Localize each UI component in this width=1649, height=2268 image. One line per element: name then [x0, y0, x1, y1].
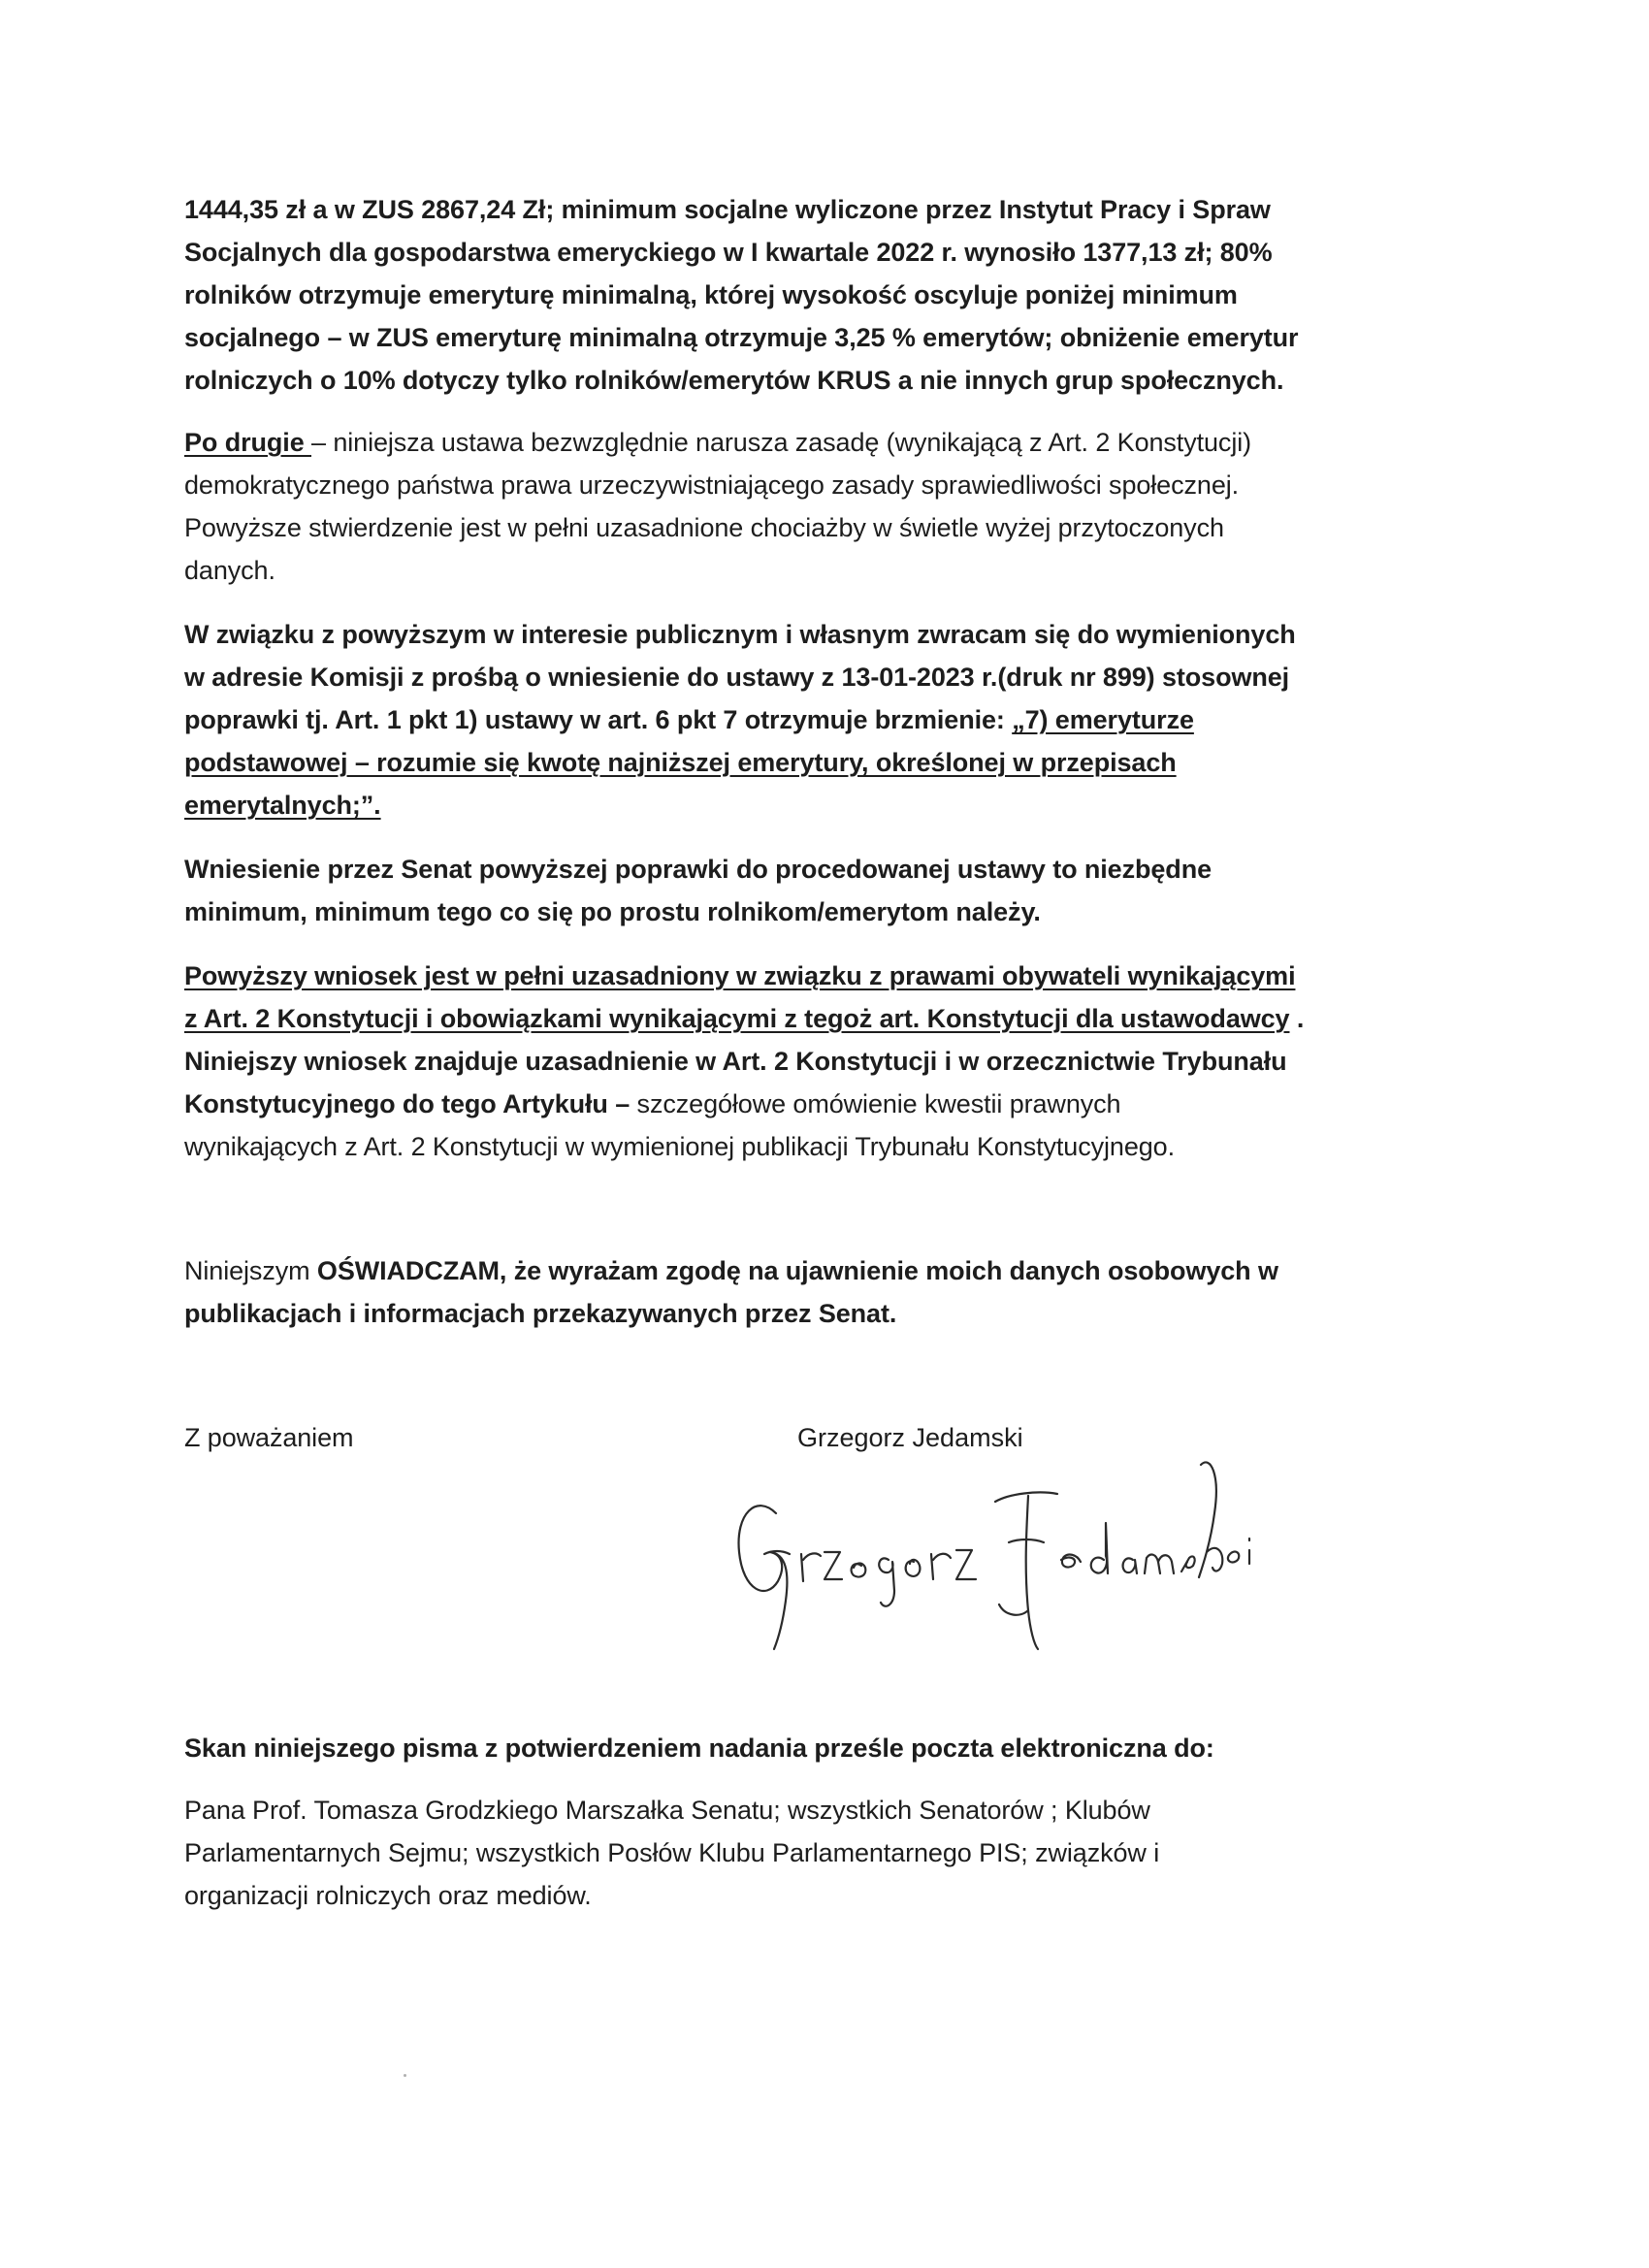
para4-line-1: Wniesienie przez Senat powyższej poprawki do procedowanej ustawy to niezbędne — [184, 855, 1212, 884]
para5-line-2-rest: . — [1289, 1004, 1305, 1033]
para3-line-3 — [184, 700, 1194, 739]
para3-line-3-quote: „7) emeryturze — [1012, 705, 1194, 734]
declaration-line-2: publikacjach i informacjach przekazywanych przez Senat. — [184, 1299, 897, 1328]
handwritten-signature — [718, 1445, 1319, 1659]
para3-line-5: emerytalnych;”. — [184, 791, 381, 820]
para5-line-2-underlined: z Art. 2 Konstytucji i obowiązkami wynikającymi z tegoż art. Konstytucji dla ustawodawcy — [184, 1004, 1290, 1033]
para1-line-2: Socjalnych dla gospodarstwa emeryckiego w I kwartale 2022 r. wynosiło 1377,13 zł; 80% — [184, 238, 1273, 267]
para3-line-1: W związku z powyższym w interesie publicznym i własnym zwracam się do wymienionych — [184, 620, 1296, 649]
para5-line-3: Niniejszy wniosek znajduje uzasadnienie w Art. 2 Konstytucji i w orzecznictwie Trybunału — [184, 1047, 1287, 1076]
para3-line-3-text: poprawki tj. Art. 1 pkt 1) ustawy w art. 6 pkt 7 otrzymuje brzmienie: — [184, 705, 1013, 734]
declaration-statement: OŚWIADCZAM, że wyrażam zgodę na ujawnienie moich danych osobowych w — [316, 1256, 1278, 1285]
declaration-line-1 — [184, 1251, 1278, 1290]
para2-line-3: Powyższe stwierdzenie jest w pełni uzasadnione chociażby w świetle wyżej przytoczonych — [184, 513, 1224, 542]
scan-note-heading: Skan niniejszego pisma z potwierdzeniem nadania prześle poczta elektroniczna do: — [184, 1733, 1214, 1763]
scan-note-line-3: organizacji rolniczych oraz mediów. — [184, 1881, 592, 1910]
para2-line-1 — [184, 423, 1251, 462]
para3-line-4: podstawowej – rozumie się kwotę najniższej emerytury, określonej w przepisach — [184, 748, 1177, 777]
para5-line-5: wynikających z Art. 2 Konstytucji w wymienionej publikacji Trybunału Konstytucyjnego. — [184, 1132, 1175, 1161]
scan-note-line-1: Pana Prof. Tomasza Grodzkiego Marszałka Senatu; wszystkich Senatorów ; Klubów — [184, 1796, 1150, 1825]
para4-line-2: minimum, minimum tego co się po prostu rolnikom/emerytom należy. — [184, 897, 1041, 926]
para2-lead: Po drugie — [184, 428, 312, 457]
para5-line-2 — [184, 999, 1304, 1038]
para5-line-4 — [184, 1085, 1120, 1123]
signer-name: Grzegorz Jedamski — [797, 1423, 1023, 1452]
para1-line-4: socjalnego – w ZUS emeryturę minimalną otrzymuje 3,25 % emerytów; obniżenie emerytur — [184, 323, 1299, 352]
para2-line-2: demokratycznego państwa prawa urzeczywistniającego zasady sprawiedliwości społecznej. — [184, 470, 1240, 500]
closing-greeting: Z poważaniem — [184, 1423, 354, 1452]
para5-line-1: Powyższy wniosek jest w pełni uzasadniony w związku z prawami obywateli wynikającymi — [184, 961, 1296, 990]
para2-line-4: danych. — [184, 556, 275, 585]
para5-line-4-bold: Konstytucyjnego do tego Artykułu – — [184, 1089, 637, 1118]
scan-speck — [404, 2074, 406, 2077]
para1-line-5: rolniczych o 10% dotyczy tylko rolników/emerytów KRUS a nie innych grup społecznych. — [184, 366, 1284, 395]
para5-line-4-rest: szczegółowe omówienie kwestii prawnych — [636, 1089, 1121, 1118]
para1-line-1: 1444,35 zł a w ZUS 2867,24 Zł; minimum socjalne wyliczone przez Instytut Pracy i Spraw — [184, 195, 1271, 224]
declaration-lead: Niniejszym — [184, 1256, 317, 1285]
para1-line-3: rolników otrzymuje emeryturę minimalną, której wysokość oscyluje poniżej minimum — [184, 280, 1238, 309]
para2-line-1-rest: – niniejsza ustawa bezwzględnie narusza zasadę (wynikającą z Art. 2 Konstytucji) — [311, 428, 1252, 457]
para3-line-2: w adresie Komisji z prośbą o wniesienie do ustawy z 13-01-2023 r.(druk nr 899) stosownej — [184, 663, 1290, 692]
scan-note-line-2: Parlamentarnych Sejmu; wszystkich Posłów Klubu Parlamentarnego PIS; związków i — [184, 1838, 1160, 1867]
